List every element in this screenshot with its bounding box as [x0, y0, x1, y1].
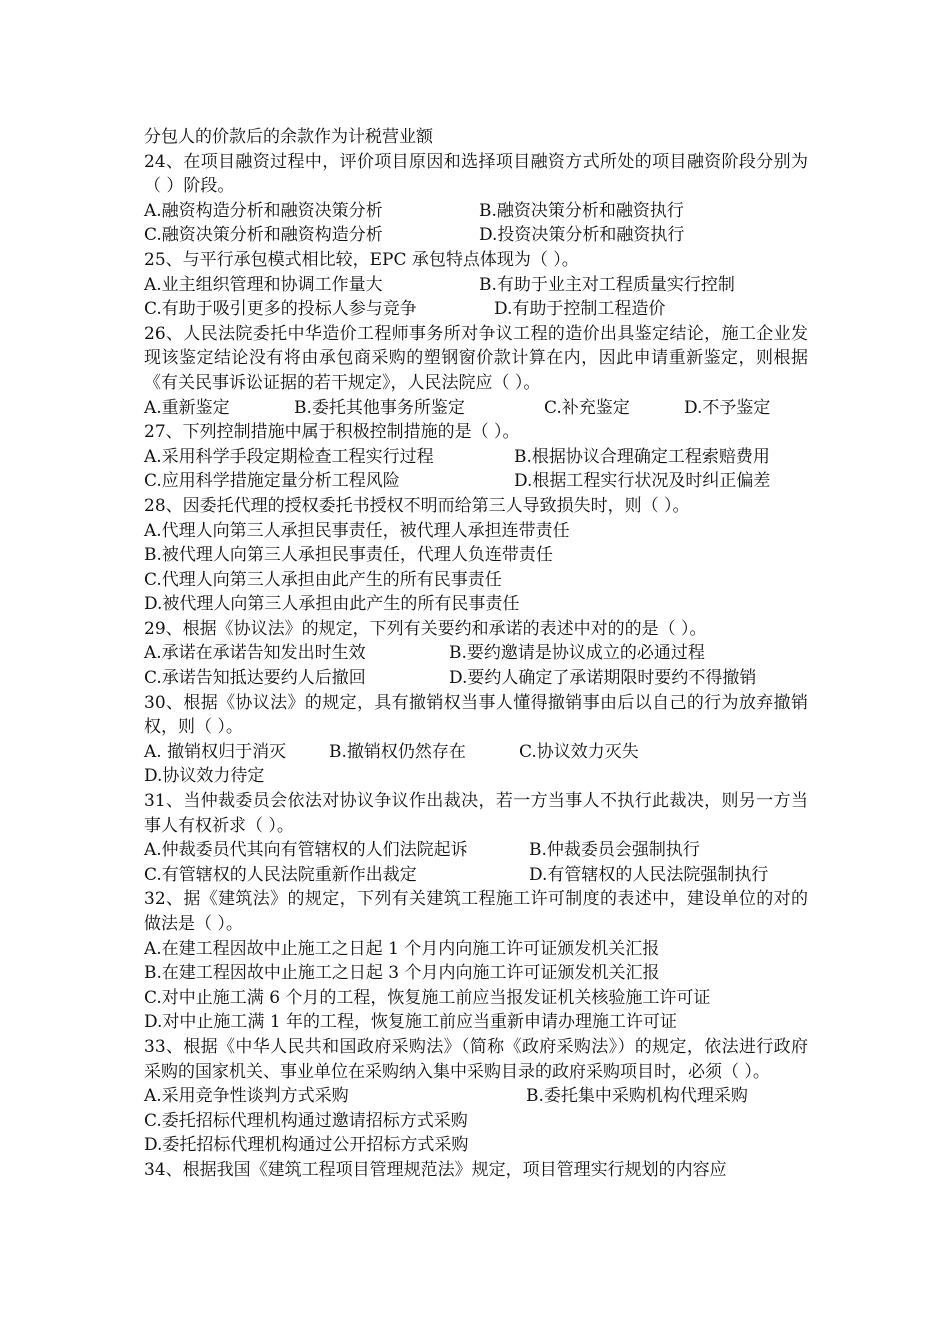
option-a: A.采用科学手段定期检查工程实行过程: [144, 446, 434, 467]
option-c: C.承诺告知抵达要约人后撤回: [144, 668, 366, 689]
option-b: B.委托集中采购机构代理采购: [526, 1086, 748, 1107]
option-d: D.被代理人向第三人承担由此产生的所有民事责任: [144, 594, 520, 615]
option-c: C.对中止施工满 6 个月的工程，恢复施工前应当报发证机关核验施工许可证: [144, 987, 711, 1008]
option-d: D.要约人确定了承诺期限时要约不得撤销: [449, 668, 757, 689]
option-d: D.协议效力待定: [144, 766, 265, 787]
question-29: 29、根据《协议法》的规定，下列有关要约和承诺的表述中对的的是（ ）。: [144, 618, 707, 639]
option-b: B.仲裁委员会强制执行: [529, 840, 700, 861]
question-24: 24、在项目融资过程中，评价项目原因和选择项目融资方式所处的项目融资阶段分别为（ ）阶段。: [144, 151, 808, 197]
option-a: A.在建工程因故中止施工之日起 1 个月内向施工许可证颁发机关汇报: [144, 938, 660, 959]
option-b: B.被代理人向第三人承担民事责任，代理人负连带责任: [144, 545, 553, 566]
option-b: B.要约邀请是协议成立的必通过程: [449, 643, 705, 664]
question-30: 30、根据《协议法》的规定，具有撤销权当事人懂得撤销事由后以自己的行为放弃撤销权，则（ ）。: [144, 692, 808, 738]
question-33: 33、根据《中华人民共和国政府采购法》（简称《政府采购法》）的规定，依法进行政府采购的国家机关、事业单位在采购纳入集中采购目录的政府采购项目时，必须（ ）。: [144, 1036, 808, 1082]
option-c: C.应用科学措施定量分析工程风险: [144, 471, 400, 492]
option-c: C.协议效力灭失: [519, 741, 639, 762]
question-28: 28、因委托代理的授权委托书授权不明而给第三人导致损失时，则（ ）。: [144, 495, 690, 516]
question-25: 25、与平行承包模式相比较，EPC 承包特点体现为（ ）。: [144, 249, 579, 270]
question-34: 34、根据我国《建筑工程项目管理规范法》规定，项目管理实行规划的内容应: [144, 1159, 727, 1180]
option-c: C.代理人向第三人承担由此产生的所有民事责任: [144, 569, 502, 590]
option-b: B.根据协议合理确定工程索赔费用: [514, 446, 770, 467]
option-a: A.承诺在承诺告知发出时生效: [144, 643, 366, 664]
option-d: D.有管辖权的人民法院强制执行: [529, 864, 769, 885]
option-c: C.有助于吸引更多的投标人参与竞争: [144, 299, 417, 320]
option-c: C.补充鉴定: [544, 397, 630, 418]
option-b: B.撤销权仍然存在: [329, 741, 466, 762]
option-a: A.仲裁委员代其向有管辖权的人们法院起诉: [144, 840, 468, 861]
option-d: D.根据工程实行状况及时纠正偏差: [514, 471, 771, 492]
options-row: [144, 469, 808, 494]
options-row: [144, 199, 808, 224]
option-a: A. 撤销权归于消灭: [144, 741, 287, 762]
question-32: 32、据《建筑法》的规定，下列有关建筑工程施工许可制度的表述中，建设单位的对的做法是（ ）。: [144, 889, 808, 934]
options-row: [144, 297, 808, 322]
option-c: C.融资决策分析和融资构造分析: [144, 225, 383, 246]
options-row: [144, 740, 808, 765]
option-a: A.采用竞争性谈判方式采购: [144, 1086, 349, 1107]
option-d: D.不予鉴定: [684, 397, 771, 418]
option-d: D.投资决策分析和融资执行: [479, 225, 685, 246]
options-row: [144, 223, 808, 248]
option-b: B.在建工程因故中止施工之日起 3 个月内向施工许可证颁发机关汇报: [144, 963, 660, 984]
question-26: 26、人民法院委托中华造价工程师事务所对争议工程的造价出具鉴定结论，施工企业发现该鉴定结论没有将由承包商采购的塑钢窗价款计算在内，因此申请重新鉴定，则根据《有关民事诉讼证据的若干规定》，人民法院应（ ）。: [144, 323, 808, 393]
option-b: B.委托其他事务所鉴定: [294, 397, 465, 418]
option-b: B.融资决策分析和融资执行: [479, 200, 684, 221]
question-31: 31、当仲裁委员会依法对协议争议作出裁决，若一方当事人不执行此裁决，则另一方当事人有权祈求（ ）。: [144, 791, 808, 836]
options-row: [144, 445, 808, 470]
option-a: A.业主组织管理和协调工作量大: [144, 274, 383, 295]
text-line: 分包人的价款后的余款作为计税营业额: [144, 127, 433, 147]
option-c: C.有管辖权的人民法院重新作出裁定: [144, 864, 417, 885]
option-a: A.融资构造分析和融资决策分析: [144, 200, 383, 221]
option-d: D.有助于控制工程造价: [494, 299, 666, 320]
question-27: 27、下列控制措施中属于积极控制措施的是（ ）。: [144, 422, 520, 443]
option-d: D.委托招标代理机构通过公开招标方式采购: [144, 1135, 469, 1156]
option-b: B.有助于业主对工程质量实行控制: [479, 274, 735, 295]
options-row: [144, 838, 808, 863]
options-row: [144, 1084, 808, 1109]
options-row: [144, 641, 808, 666]
options-row: [144, 273, 808, 298]
options-row: [144, 396, 808, 421]
options-row: [144, 863, 808, 888]
option-d: D.对中止施工满 1 年的工程，恢复施工前应当重新申请办理施工许可证: [144, 1012, 678, 1033]
options-row: [144, 666, 808, 691]
option-a: A.重新鉴定: [144, 397, 230, 418]
document-page: [144, 125, 808, 1183]
option-c: C.委托招标代理机构通过邀请招标方式采购: [144, 1110, 468, 1131]
option-a: A.代理人向第三人承担民事责任，被代理人承担连带责任: [144, 520, 570, 541]
